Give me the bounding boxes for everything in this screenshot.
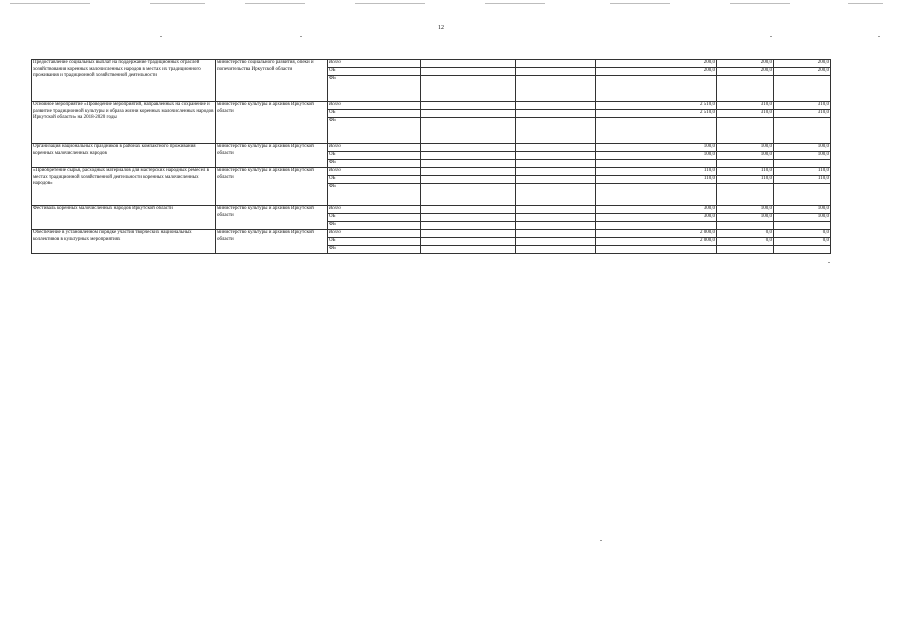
amount-cell: 110,0 — [596, 168, 717, 176]
amount-cell — [717, 246, 774, 254]
empty-cell — [421, 176, 516, 184]
executor-name: министерство социального развития, опеки и попечительства Иркутской области — [216, 60, 328, 102]
amount-cell: 310,0 — [774, 102, 831, 110]
executor-name: министерство культуры и архивов Иркутской области — [216, 206, 328, 230]
empty-cell — [421, 68, 516, 76]
empty-cell — [516, 76, 596, 102]
executor-name: министерство культуры и архивов Иркутской области — [216, 144, 328, 168]
amount-cell — [596, 118, 717, 144]
empty-cell — [516, 68, 596, 76]
funding-source: Всего — [328, 144, 421, 152]
empty-cell — [421, 246, 516, 254]
amount-cell — [774, 184, 831, 206]
funding-source: Всего — [328, 60, 421, 68]
empty-cell — [421, 152, 516, 160]
amount-cell: 2 000,0 — [596, 230, 717, 238]
empty-cell — [516, 102, 596, 110]
table-row — [32, 60, 831, 68]
funding-source: ОБ — [328, 152, 421, 160]
amount-cell: 0,0 — [717, 230, 774, 238]
table-row — [32, 168, 831, 176]
funding-source: Всего — [328, 102, 421, 110]
empty-cell — [516, 206, 596, 214]
amount-cell: 310,0 — [717, 110, 774, 118]
table-row — [32, 206, 831, 214]
funding-source: ФБ — [328, 118, 421, 144]
empty-cell — [421, 76, 516, 102]
amount-cell: 2 510,0 — [596, 110, 717, 118]
empty-cell — [516, 110, 596, 118]
empty-cell — [421, 118, 516, 144]
scan-artifact — [485, 3, 545, 4]
empty-cell — [516, 176, 596, 184]
activity-name: «Приобретение сырья, расходных материалов для мастерских народных ремесел в местах традиционной хозяйственной деятельности коренных малочисленных народов» — [32, 168, 216, 206]
amount-cell: 310,0 — [774, 110, 831, 118]
funding-source: ОБ — [328, 238, 421, 246]
amount-cell: 200,0 — [717, 60, 774, 68]
funding-source: ОБ — [328, 110, 421, 118]
amount-cell: 100,0 — [774, 144, 831, 152]
amount-cell: 0,0 — [774, 230, 831, 238]
amount-cell — [717, 160, 774, 168]
activity-name: Организация национальных праздников в районах компактного проживания коренных малочисленных народов — [32, 144, 216, 168]
amount-cell — [596, 184, 717, 206]
empty-cell — [421, 230, 516, 238]
scan-artifact — [150, 3, 205, 4]
amount-cell: 100,0 — [717, 206, 774, 214]
funding-source: ФБ — [328, 76, 421, 102]
amount-cell — [596, 222, 717, 230]
scan-dot — [160, 36, 162, 37]
scan-dot — [600, 540, 602, 541]
amount-cell — [774, 118, 831, 144]
budget-table — [31, 59, 831, 254]
empty-cell — [516, 160, 596, 168]
amount-cell: 100,0 — [774, 152, 831, 160]
amount-cell — [774, 246, 831, 254]
scan-artifact — [355, 3, 425, 4]
executor-name: министерство культуры и архивов Иркутской области — [216, 230, 328, 254]
amount-cell: 100,0 — [596, 144, 717, 152]
empty-cell — [516, 168, 596, 176]
amount-cell — [774, 222, 831, 230]
amount-cell — [774, 160, 831, 168]
empty-cell — [421, 222, 516, 230]
empty-cell — [516, 238, 596, 246]
amount-cell: 200,0 — [774, 60, 831, 68]
amount-cell: 310,0 — [717, 102, 774, 110]
amount-cell: 100,0 — [774, 206, 831, 214]
amount-cell: 110,0 — [717, 176, 774, 184]
empty-cell — [516, 184, 596, 206]
amount-cell: 0,0 — [717, 238, 774, 246]
amount-cell: 200,0 — [596, 60, 717, 68]
funding-source: ОБ — [328, 176, 421, 184]
executor-name: министерство культуры и архивов Иркутской области — [216, 102, 328, 144]
amount-cell: 2 510,0 — [596, 102, 717, 110]
empty-cell — [516, 246, 596, 254]
amount-cell: 100,0 — [717, 144, 774, 152]
activity-name: Предоставление социальных выплат на поддержание традиционных отраслей хозяйствования коренных малочисленных народов в местах их традиционного проживания и традиционной хозяйственной деятельности — [32, 60, 216, 102]
amount-cell: 100,0 — [596, 152, 717, 160]
empty-cell — [421, 168, 516, 176]
scan-dot — [300, 36, 302, 37]
table-row — [32, 230, 831, 238]
amount-cell: 300,0 — [596, 206, 717, 214]
funding-source: Всего — [328, 206, 421, 214]
amount-cell: 110,0 — [596, 176, 717, 184]
page-number: 12 — [438, 25, 444, 31]
empty-cell — [516, 144, 596, 152]
amount-cell: 100,0 — [774, 214, 831, 222]
amount-cell: 100,0 — [717, 152, 774, 160]
amount-cell: 200,0 — [717, 68, 774, 76]
empty-cell — [421, 144, 516, 152]
funding-source: ОБ — [328, 214, 421, 222]
empty-cell — [421, 184, 516, 206]
amount-cell: 200,0 — [774, 68, 831, 76]
amount-cell: 110,0 — [774, 176, 831, 184]
funding-source: Всего — [328, 230, 421, 238]
amount-cell: 100,0 — [717, 214, 774, 222]
activity-name: Обеспечение в установленном порядке участия творческих национальных коллективов в культурных мероприятиях — [32, 230, 216, 254]
activity-name: Основное мероприятие «Проведение мероприятий, направленных на сохранение и развитие традиционной культуры и образа жизни коренных малочисленных народов Иркутской области» на 2018-2020 годы — [32, 102, 216, 144]
amount-cell: 200,0 — [596, 68, 717, 76]
funding-source: Всего — [328, 168, 421, 176]
table-row — [32, 144, 831, 152]
amount-cell: 300,0 — [596, 214, 717, 222]
scan-dot — [828, 262, 830, 263]
empty-cell — [421, 238, 516, 246]
amount-cell — [717, 222, 774, 230]
executor-name: министерство культуры и архивов Иркутской области — [216, 168, 328, 206]
scan-artifact — [610, 3, 670, 4]
empty-cell — [421, 214, 516, 222]
amount-cell — [596, 246, 717, 254]
scan-artifact — [730, 3, 790, 4]
scan-dot — [878, 36, 880, 37]
funding-source: ФБ — [328, 184, 421, 206]
empty-cell — [516, 230, 596, 238]
amount-cell: 110,0 — [774, 168, 831, 176]
empty-cell — [421, 102, 516, 110]
amount-cell — [596, 76, 717, 102]
amount-cell — [596, 160, 717, 168]
empty-cell — [516, 214, 596, 222]
amount-cell — [717, 184, 774, 206]
activity-name: Фестиваль коренных малочисленных народов Иркутской области — [32, 206, 216, 230]
funding-source: ФБ — [328, 222, 421, 230]
empty-cell — [516, 118, 596, 144]
amount-cell — [717, 76, 774, 102]
table-row — [32, 102, 831, 110]
empty-cell — [421, 160, 516, 168]
scan-dot — [770, 36, 772, 37]
funding-source: ОБ — [328, 68, 421, 76]
amount-cell — [774, 76, 831, 102]
scan-artifact — [10, 3, 90, 4]
empty-cell — [421, 206, 516, 214]
funding-source: ФБ — [328, 160, 421, 168]
empty-cell — [516, 152, 596, 160]
amount-cell: 2 000,0 — [596, 238, 717, 246]
empty-cell — [516, 60, 596, 68]
empty-cell — [421, 110, 516, 118]
amount-cell — [717, 118, 774, 144]
empty-cell — [516, 222, 596, 230]
empty-cell — [421, 60, 516, 68]
scan-artifact — [848, 3, 883, 4]
funding-source: ФБ — [328, 246, 421, 254]
amount-cell: 110,0 — [717, 168, 774, 176]
amount-cell: 0,0 — [774, 238, 831, 246]
scan-artifact — [245, 3, 305, 4]
